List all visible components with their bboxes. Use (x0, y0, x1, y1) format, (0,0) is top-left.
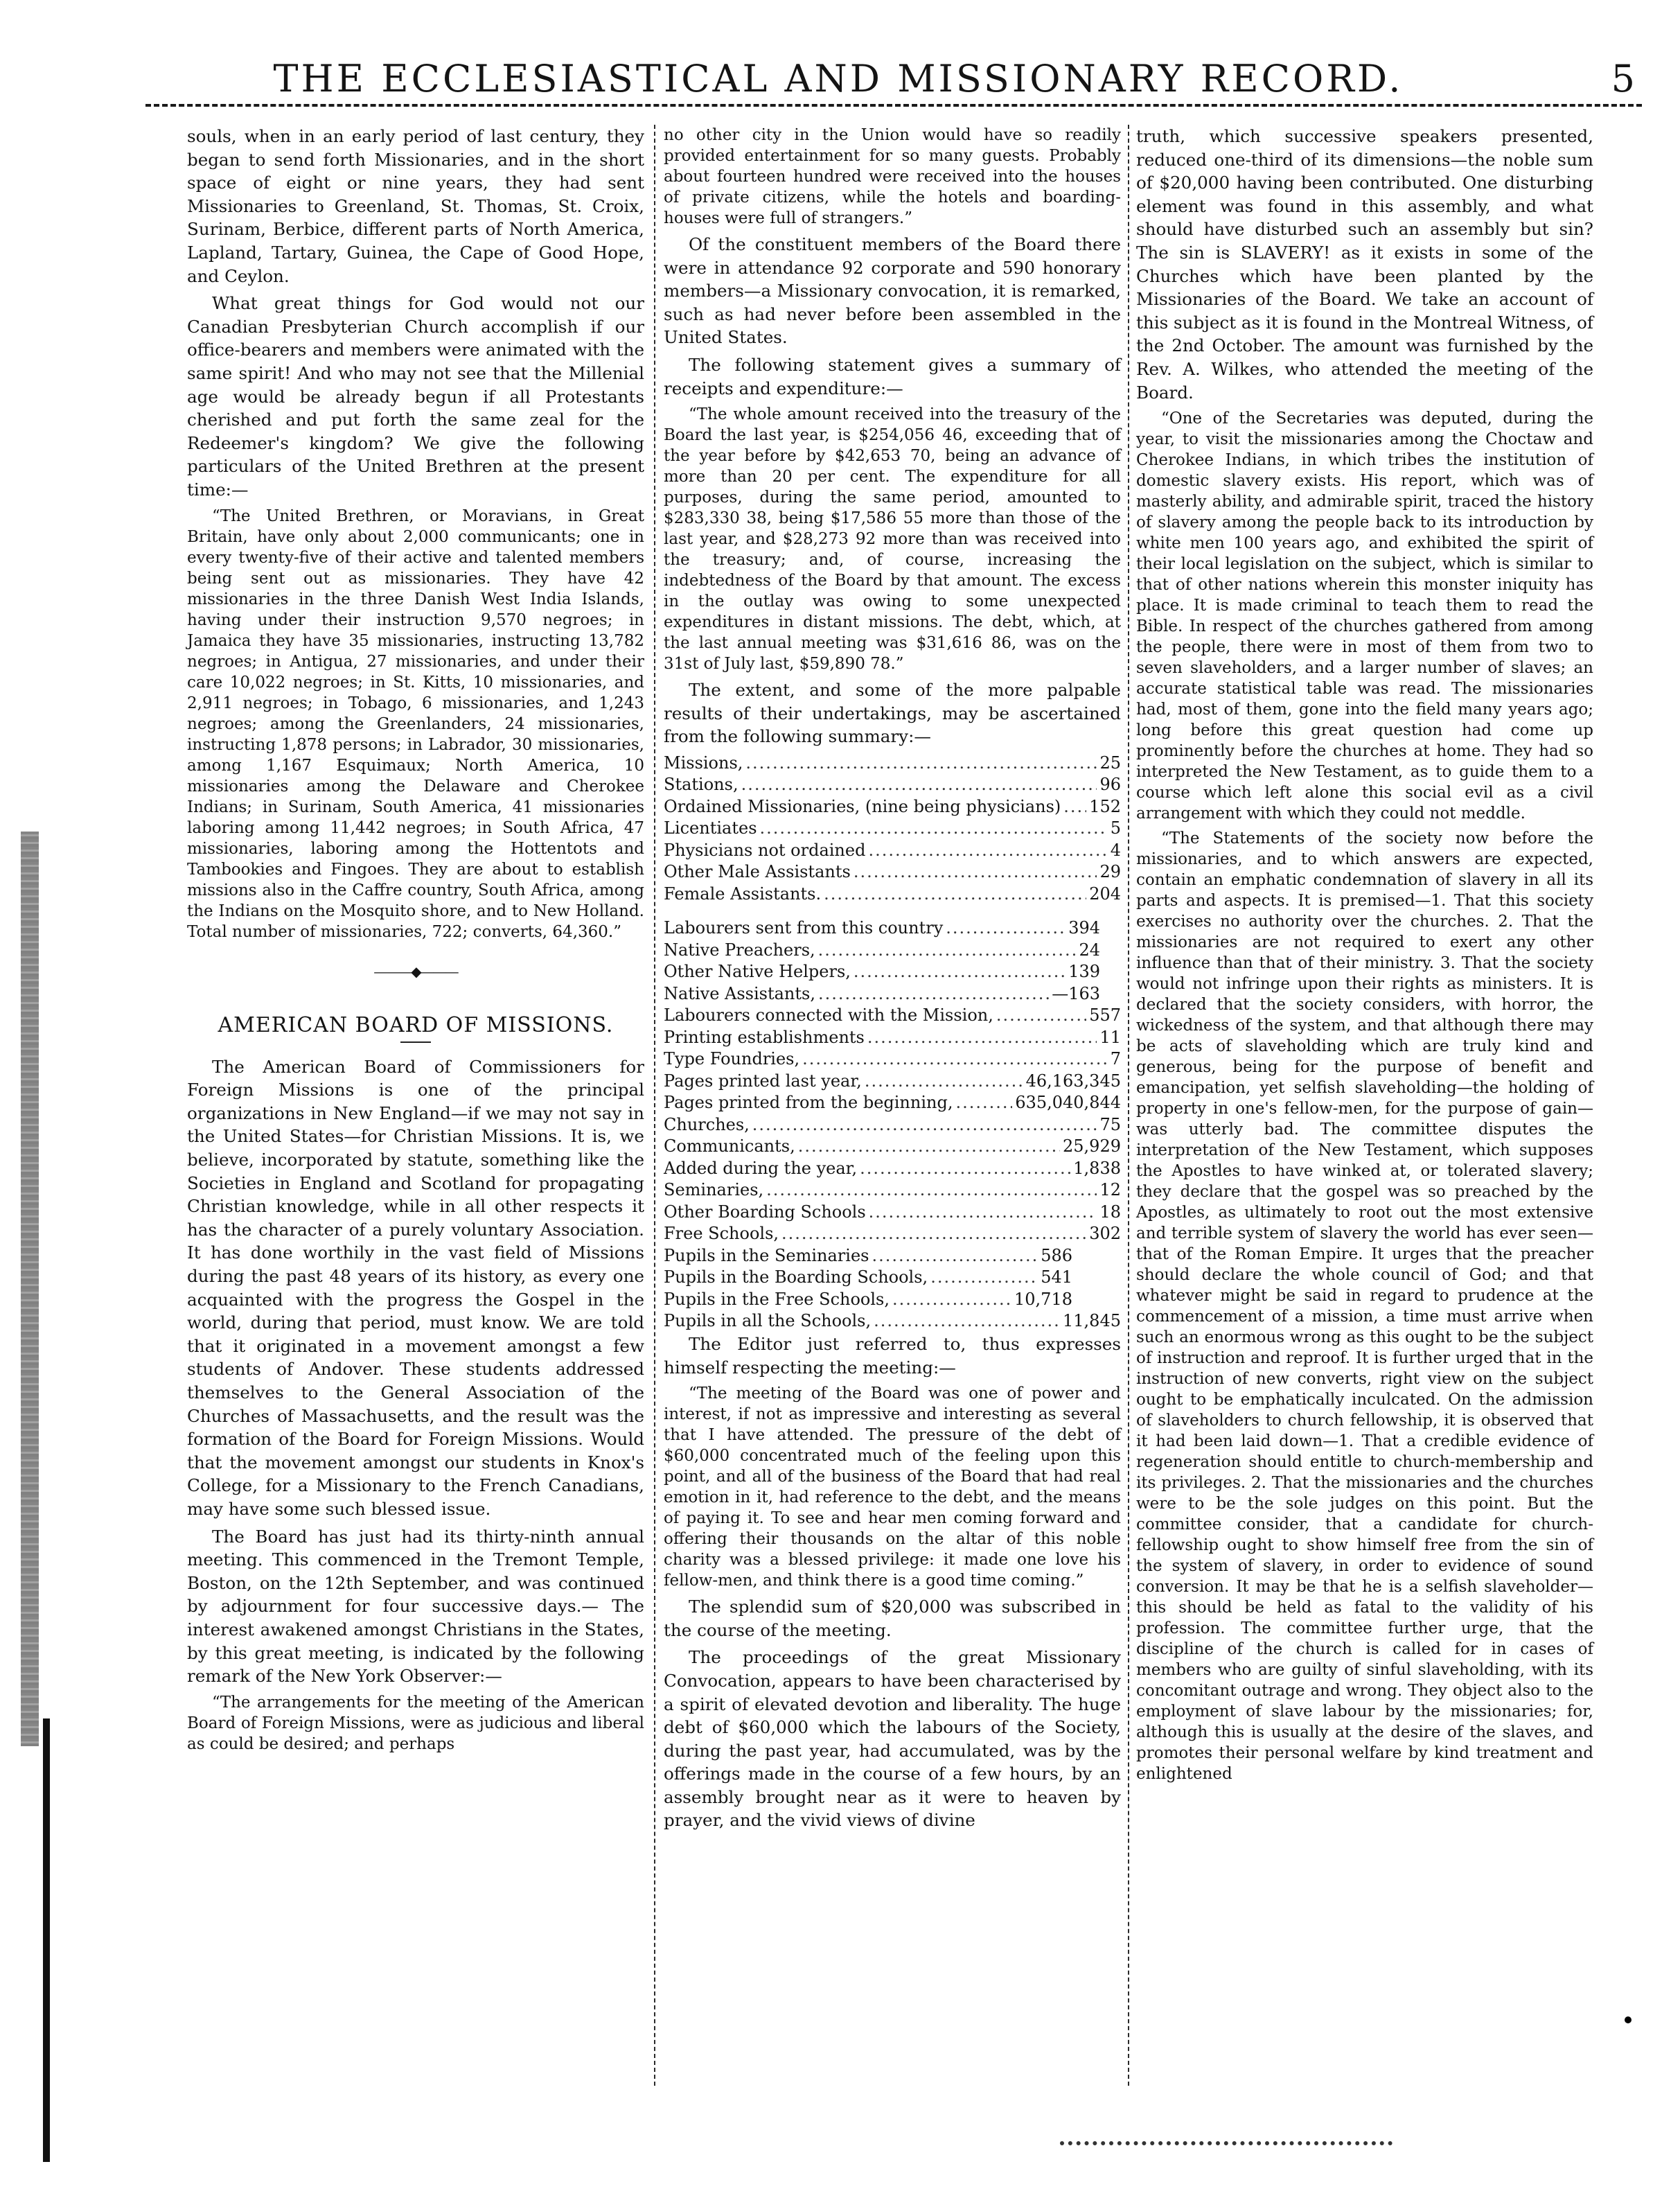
leader-dots (752, 1114, 1097, 1136)
summary-label: Labourers connected with the Mission, (664, 1005, 993, 1026)
summary-label: Other Native Helpers, (664, 962, 851, 982)
quote-report: “One of the Secretaries was deputed, during the year, to visit the missionaries among the Choctaw and Cherokee Indians, in which tribes the institution of domestic slavery exists. His report, which was of masterly ability, and admirable spirit, traced the history of slavery among the people back to its introduction by white men 100 years ago, and exhibited the spirit of their local legislation on the subject, which is similar to that of other nations wherein this monster iniquity has place. It is made criminal to teach them to read the Bible. In respect of the churches gathered from among the people, there were in most of them from two to seven slaveholders, and a larger number of slaves; an accurate statistical table was read. The missionaries had, most of them, gone into the field many years ago; long before this great question had come up prominently before the churches at home. They had so interpreted the New Testament, as to guide them to a course which left alone this social evil as a civil arrangement with which they could not meddle. (1136, 410, 1593, 823)
leader-dots (741, 774, 1097, 796)
summary-row (664, 774, 1121, 796)
summary-row (664, 753, 1121, 775)
summary-label: Seminaries, (664, 1180, 764, 1200)
section-heading: AMERICAN BOARD OF MISSIONS. (218, 1013, 614, 1038)
header-rule (145, 104, 1642, 107)
leader-dots (818, 940, 1077, 962)
summary-label: Communicants, (664, 1136, 795, 1157)
section-ornament: ———◆——— (373, 962, 458, 980)
summary-label: Pupils in the Seminaries (664, 1245, 869, 1265)
leader-dots (760, 818, 1108, 840)
summary-label: Physicians not ordained (664, 840, 866, 860)
summary-value: 96 (1099, 775, 1121, 795)
summary-table-1 (664, 753, 1121, 906)
summary-label: Pupils in the Free Schools, (664, 1289, 890, 1309)
leader-dots (860, 1158, 1070, 1180)
paragraph: Of the constituent members of the Board there were in attendance 92 corporate and 590 honorary members—a Missionary convocation, it is remarked, such as had never before been assembled in the United States. (664, 234, 1121, 348)
leader-dots (802, 1048, 1108, 1071)
paragraph: The following statement gives a summary of receipts and expenditure:— (664, 354, 1121, 398)
page-number: 5 (1611, 57, 1635, 100)
summary-value: 139 (1068, 962, 1100, 982)
summary-value: 152 (1089, 796, 1121, 816)
summary-label: Added during the year, (664, 1158, 858, 1178)
summary-label: Churches, (664, 1114, 750, 1134)
summary-row (664, 961, 1121, 983)
summary-label: Other Boarding Schools (664, 1202, 866, 1222)
paragraph: What great things for God would not our Canadian Presbyterian Church accomplish if our office-bearers and members were animated with the same spirit! And who may not see that the Millenial age would be already begun if all Protestants cherished and put forth the same zeal for the Redeemer's kingdom? We give the following particulars of the United Brethren at the present time:— (187, 293, 644, 500)
leader-dots (930, 1267, 1038, 1289)
summary-row (664, 1027, 1121, 1049)
summary-row (664, 1223, 1121, 1245)
summary-value: 12 (1099, 1180, 1121, 1200)
summary-label: Ordained Missionaries, (nine being physicians) (664, 796, 1061, 816)
paragraph: The American Board of Commissioners for Foreign Missions is one of the principal organizations in New England—if we may not say in the United States—for Christian Missions. It is, we believe, incorporated by statute, something like the Societies in England and Scotland for propagating Christian knowledge, while in all other respects it has the character of a purely voluntary Association. It has done worthily in the vast field of Missions during the past 48 years of its history, as every one acquainted with the progress the Gospel in the world, during that period, must know. We are told that it originated in a movement amongst a few students of Andover. These students addressed themselves to the General Association of the Churches of Massachusetts, and the result was the formation of the Board for Foreign Missions. Would that the movement amongst our students in Knox's College, for a Missionary to the French Canadians, may have some such blessed issue. (187, 1056, 644, 1519)
column-3 (1136, 125, 1593, 1788)
summary-value: 4 (1110, 840, 1121, 860)
paragraph: The extent, and some of the more palpable results of their undertakings, may be ascertained from the following summary:— (664, 680, 1121, 747)
ink-dot (1625, 2016, 1632, 2023)
leader-dots (867, 1027, 1097, 1049)
quote-observer: “The arrangements for the meeting of the American Board of Foreign Missions, were as judicious and liberal as could be desired; and perhaps (187, 1693, 644, 1753)
leader-dots (955, 1092, 1012, 1114)
summary-value: 46,163,345 (1025, 1071, 1121, 1091)
quote-meeting: “The meeting of the Board was one of power and interest, if not as impressive and interesting as several that I have attended. The pressure of the debt of $60,000 concentrated much of the feeling upon this point, and all of the business of the Board that had real emotion in it, had reference to the debt, and the means of paying it. To see and hear men coming forward and offering their thousands on the altar of this noble charity was a blessed privilege: it made one love his fellow-men, and think there is a good time coming.” (664, 1384, 1121, 1590)
leader-dots (798, 1136, 1060, 1158)
summary-value: —163 (1052, 983, 1100, 1003)
column-divider-2 (1128, 125, 1129, 2086)
summary-value: 1,838 (1073, 1158, 1121, 1178)
summary-row (664, 1092, 1121, 1114)
summary-value: 29 (1099, 862, 1121, 882)
summary-row (664, 796, 1121, 818)
paragraph: no other city in the Union would have so readily provided entertainment for so many guests. Probably about fourteen hundred were received into the houses of private citizens, while the hotels and boarding-houses were full of strangers.” (664, 126, 1121, 227)
paragraph: truth, which successive speakers presented, reduced one-third of its dimensions—the noble sum of $20,000 having been contributed. One disturbing element was found in this assembly, and what should have disturbed such an assembly but sin? The sin is SLAVERY! as it exists in some of the Churches which have been planted by the Missionaries of the Board. We take an account of this subject as it is found in the Montreal Witness, of the 2nd October. The amount was furnished by the Rev. A. Wilkes, who attended the meeting of the Board. (1136, 126, 1593, 403)
leader-dots (766, 1179, 1097, 1202)
summary-row (664, 917, 1121, 940)
summary-row (664, 940, 1121, 962)
summary-row (664, 1267, 1121, 1289)
summary-row (664, 983, 1121, 1005)
leader-dots (854, 961, 1066, 983)
summary-label: Pupils in all the Schools, (664, 1311, 872, 1331)
paragraph: The splendid sum of $20,000 was subscribed in the course of the meeting. (664, 1597, 1121, 1640)
leader-dots (781, 1223, 1086, 1245)
summary-row (664, 1136, 1121, 1158)
summary-label: Printing establishments (664, 1027, 865, 1047)
summary-label: Female Assistants. (664, 883, 822, 904)
running-title: THE ECCLESIASTICAL AND MISSIONARY RECORD. (273, 57, 1404, 100)
summary-row (664, 818, 1121, 840)
summary-label: Stations, (664, 775, 739, 795)
summary-value: 24 (1079, 940, 1100, 960)
leader-dots (818, 983, 1049, 1005)
summary-value: 204 (1089, 883, 1121, 904)
quote-moravians: “The United Brethren, or Moravians, in Great Britain, have only about 2,000 communicants; one in every twenty-five of their active and talented members being sent out as missionaries. They have 42 missionaries in the three Danish West India Islands, having under their instruction 9,570 negroes; in Jamaica they have 35 missionaries, instructing 13,782 negroes; in Antigua, 27 missionaries, and under their care 10,022 negroes; in St. Kitts, 10 missionaries, and 2,911 negroes; in Tobago, 6 missionaries, and 1,243 negroes; among the Greenlanders, 24 missionaries, instructing 1,878 persons; in Labrador, 30 missionaries, among 1,167 Esquimaux; North America, 10 missionaries among the Delaware and Cherokee Indians; in Surinam, South America, 41 missionaries laboring among 11,442 negroes; in South Africa, 47 missionaries, laboring among the Hottentots and Tambookies and Fingoes. They are about to establish missions also in the Caffre country, South Africa, among the Indians on the Mosquito shore, and to New Holland. Total number of missionaries, 722; converts, 64,360.” (187, 507, 644, 941)
leader-dots (874, 1310, 1060, 1333)
column-divider-1 (654, 125, 655, 2086)
leader-dots (996, 1005, 1086, 1027)
column-1 (187, 125, 644, 1759)
column-2 (664, 125, 1121, 1836)
leader-dots (892, 1289, 1011, 1311)
summary-value: 25,929 (1063, 1136, 1121, 1157)
leader-dots (869, 1202, 1097, 1224)
summary-value: 541 (1041, 1267, 1072, 1287)
binding-edge (43, 1718, 50, 2162)
summary-row (664, 1048, 1121, 1071)
summary-value: 10,718 (1014, 1289, 1072, 1309)
summary-label: Pages printed last year, (664, 1071, 862, 1091)
summary-label: Pupils in the Boarding Schools, (664, 1267, 928, 1287)
leader-dots (868, 840, 1107, 862)
summary-row (664, 1202, 1121, 1224)
leader-dots (824, 883, 1086, 906)
leader-dots (1063, 796, 1086, 818)
summary-label: Pages printed from the beginning, (664, 1093, 953, 1113)
summary-value: 7 (1110, 1049, 1121, 1069)
leader-dots (865, 1071, 1023, 1093)
summary-row (664, 1005, 1121, 1027)
summary-label: Native Preachers, (664, 940, 815, 960)
summary-value: 557 (1089, 1005, 1121, 1026)
leader-dots (854, 861, 1097, 883)
summary-value: 11 (1099, 1027, 1121, 1047)
summary-label: Free Schools, (664, 1224, 779, 1244)
summary-row (664, 840, 1121, 862)
summary-row (664, 883, 1121, 906)
paragraph: The proceedings of the great Missionary Convocation, appears to have been characterised by a spirit of elevated devotion and liberality. The huge debt of $60,000 which the labours of the Society, during the past year, had accumulated, was by the offerings made in the course of a few hours, by an assembly brought near as it were to heaven by prayer, and the vivid views of divine (664, 1647, 1121, 1831)
summary-row (664, 1289, 1121, 1311)
quote-statements: “The Statements of the society now before the missionaries, and to which answers are expected, contain an emphatic condemnation of slavery in all its parts and aspects. It is premised—1. That this society exercises no authority over the churches. 2. That the missionaries are not required to exert any other influence than that of their ministry. 3. That the society would not infringe upon their rights as ministers. It is declared that the society considers, with horror, the wickedness of the system, and that although there may be acts of slaveholding which are truly kind and generous, being for the purpose of benefit and emancipation, yet selfish slaveholding—the holding of property in one's fellow-men, for the purpose of gain—was utterly bad. The committee disputes the interpretation of the New Testament, which supposes the Apostles to have winked at, or tolerated slavery; they declare that the gospel was so preached by the Apostles, as ultimately to root out the most extensive and terrible system of slavery the world has ever seen—that of the Roman Empire. It urges that the preacher should declare the whole council of God; and that whatever might be said in regard to prudence at the commencement of a mission, a time must arrive when such an enormous wrong as this ought to be the subject of instruction and reproof. It is further urged that in the instruction of new converts, right view on the subject ought to be emphatically inculcated. On the admission of slaveholders to church fellowship, it is observed that it had been laid down—1. That a credible evidence of regeneration should entitle to church-membership and its privileges. 2. That the missionaries and the churches were to be the sole judges on this point. But the committee consider, that a candidate for church-fellowship ought to show himself free from the sin of the system of slavery, in order to evidence of sound conversion. It may be that he is a selfish slaveholder—this should be held as fatal to the validity of his profession. The committee further urge, that the discipline of the church is called for in cases of members who are guilty of sinful slaveholding, with its concomitant outrage and wrong. They object also to the employment of slave labour by the missionaries; for, although this is usually at the desire of the slaves, and promotes their personal welfare by kind treatment and enlightened (1136, 829, 1593, 1784)
summary-value: 586 (1041, 1245, 1072, 1265)
summary-value: 75 (1099, 1114, 1121, 1134)
summary-row (664, 1310, 1121, 1333)
summary-label: Type Foundries, (664, 1049, 800, 1069)
summary-row (664, 1071, 1121, 1093)
summary-row (664, 861, 1121, 883)
summary-table-2 (664, 917, 1121, 1333)
leader-dots (872, 1245, 1038, 1267)
page-header (42, 57, 1635, 105)
paragraph: The Editor just referred to, thus expresses himself respecting the meeting:— (664, 1333, 1121, 1378)
page-edge-stain (21, 832, 39, 1746)
heading-rule (400, 1041, 431, 1043)
summary-label: Missions, (664, 753, 743, 773)
summary-row (664, 1158, 1121, 1180)
quote-treasury: “The whole amount received into the treasury of the Board the last year, is $254,056 46, exceeding that of the year before by $42,653 70, being an advance of more than 20 per cent. The expenditure for all purposes, during the same period, amounted to $283,330 38, being $17,586 55 more than those of the last year, and $28,273 92 more than was received into the treasury; and, of course, increasing the indebtedness of the Board by that amount. The excess in the outlay was owing to some unexpected expenditures in distant missions. The debt, which, at the last annual meeting was $31,616 86, was on the 31st of July last, $59,890 78.” (664, 405, 1121, 674)
summary-row (664, 1179, 1121, 1202)
summary-label: Other Male Assistants (664, 862, 851, 882)
paragraph: souls, when in an early period of last century, they began to send forth Missionaries, and in the short space of eight or nine years, they had sent Missionaries to Greenland, St. Thomas, St. Croix, Surinam, Berbice, different parts of North America, Lapland, Tartary, Guinea, the Cape of Good Hope, and Ceylon. (187, 126, 644, 286)
summary-row (664, 1245, 1121, 1267)
summary-value: 635,040,844 (1015, 1093, 1121, 1113)
summary-label: Licentiates (664, 818, 757, 838)
summary-row (664, 1114, 1121, 1136)
summary-value: 5 (1110, 818, 1121, 838)
leader-dots (946, 917, 1066, 940)
leader-dots (745, 753, 1097, 775)
summary-value: 394 (1068, 918, 1100, 938)
bottom-marks (1060, 2141, 1392, 2145)
summary-value: 302 (1089, 1224, 1121, 1244)
paragraph: The Board has just had its thirty-ninth annual meeting. This commenced in the Tremont Temple, Boston, on the 12th September, and was continued by adjournment for four successive days.— The interest awakened amongst Christians in the States, by this great meeting, is indicated by the following remark of the New York Observer:— (187, 1526, 644, 1687)
summary-value: 11,845 (1063, 1311, 1121, 1331)
summary-label: Labourers sent from this country (664, 918, 944, 938)
summary-value: 18 (1099, 1202, 1121, 1222)
summary-value: 25 (1099, 753, 1121, 773)
summary-label: Native Assistants, (664, 983, 815, 1003)
